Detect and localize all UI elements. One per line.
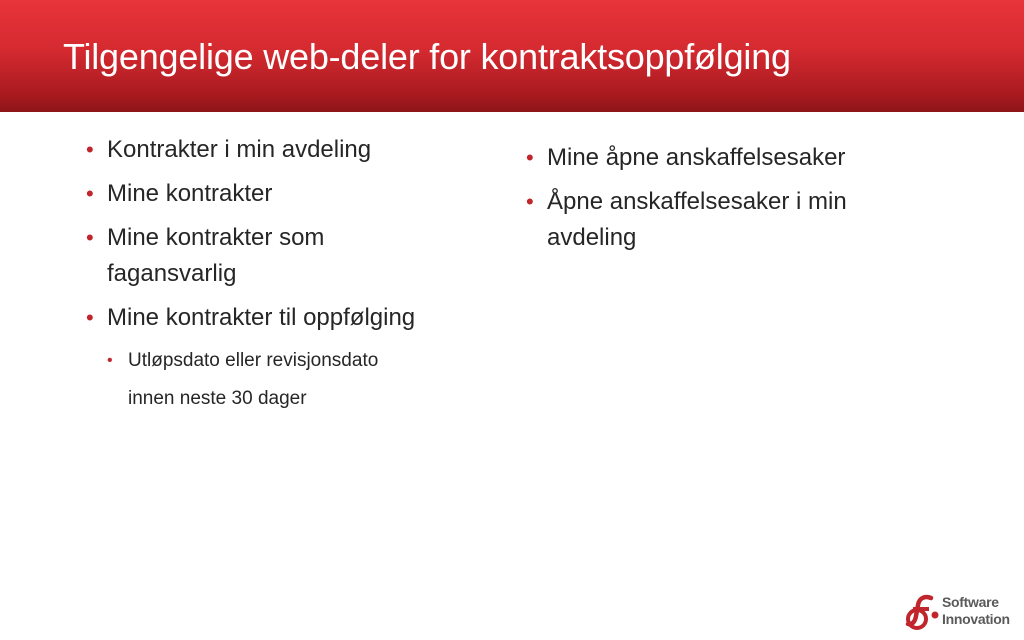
list-item-text: Mine kontrakter til oppfølging — [107, 304, 416, 331]
sub-bullet-list — [107, 342, 506, 418]
logo-text-line1: Software — [942, 594, 999, 610]
left-bullet-list — [86, 132, 506, 426]
list-item-text: Mine åpne anskaffelsesaker — [547, 144, 846, 171]
list-item-text: Åpne anskaffelsesaker i min avdeling — [547, 188, 847, 251]
list-item — [86, 220, 407, 292]
list-item — [86, 176, 506, 212]
list-item — [86, 132, 506, 168]
software-innovation-logo-icon — [904, 592, 944, 632]
list-item — [526, 140, 946, 176]
list-item — [86, 300, 506, 418]
company-logo — [904, 592, 1016, 632]
list-item — [526, 184, 897, 256]
sub-list-item — [107, 342, 428, 418]
logo-text-line2: Innovation — [942, 611, 1010, 627]
right-bullet-list — [526, 140, 946, 264]
title-bar — [0, 0, 1024, 112]
list-item-text: Kontrakter i min avdeling — [107, 136, 372, 163]
slide-title: Tilgengelige web-deler for kontraktsoppfølging — [63, 36, 791, 77]
sub-list-item-text: Utløpsdato eller revisjonsdato innen neste 30 dager — [128, 350, 379, 409]
list-item-text: Mine kontrakter som fagansvarlig — [107, 224, 325, 287]
list-item-text: Mine kontrakter — [107, 180, 273, 207]
